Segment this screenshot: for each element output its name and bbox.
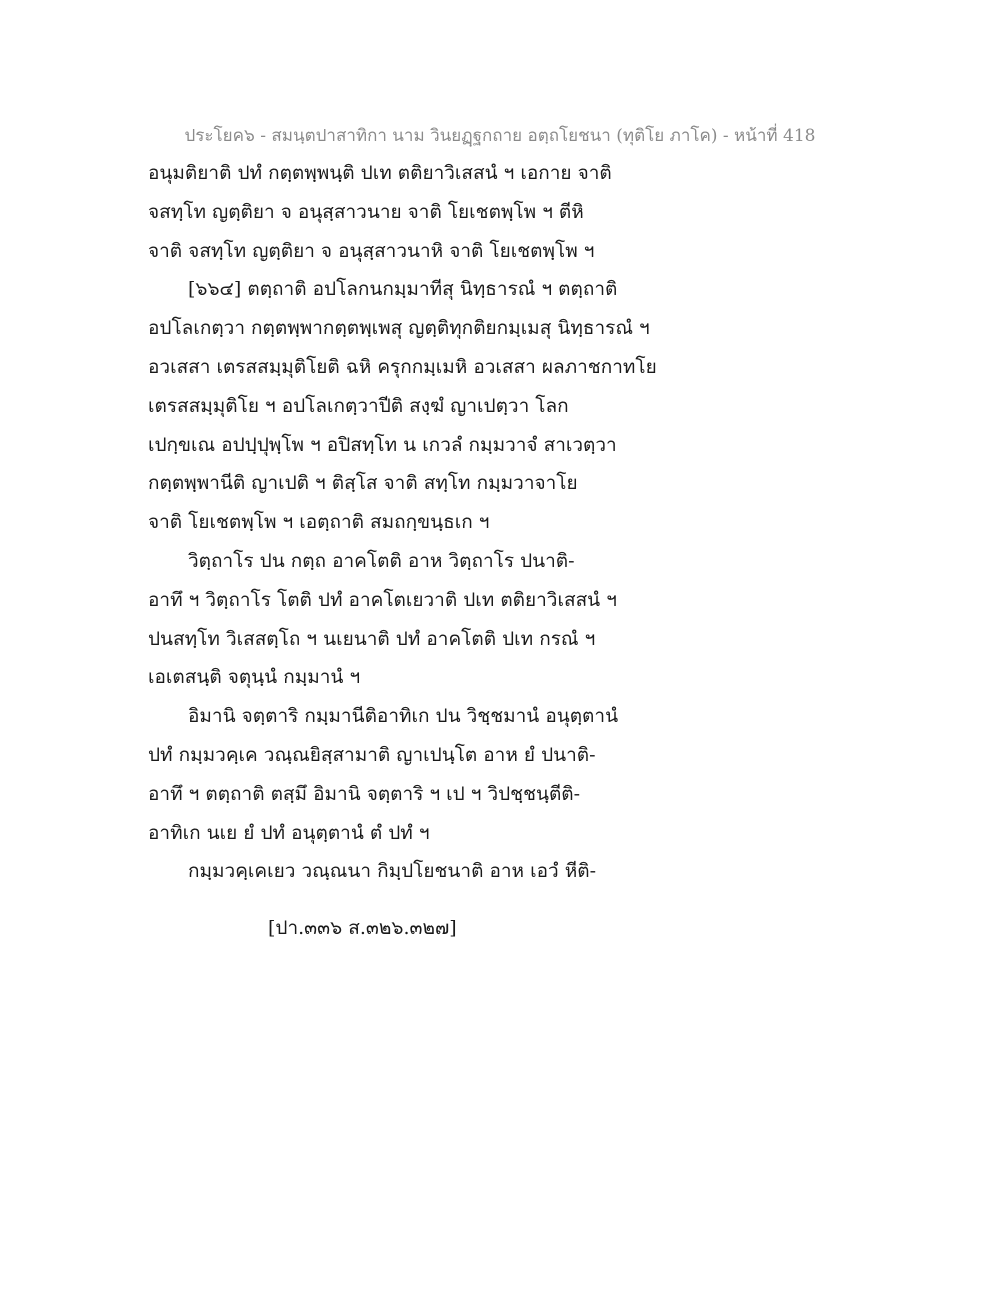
text-line: อนุมติยาติ ปทํ กตฺตพฺพนฺติ ปเท ตติยาวิเสสนํ ฯ เอกาย จาติ [148,162,612,184]
text-line: จาติ จสทฺโท ญตฺติยา จ อนุสฺสาวนาหิ จาติ โยเชตพฺโพ ฯ [148,239,595,262]
text-line: อปโลเกตฺวา กตฺตพฺพากตฺตพฺเพสุ ญตฺติทุกติยกมฺเมสุ นิทฺธารณํ ฯ [148,317,650,340]
page-header [0,122,1000,149]
paragraph-start-line: อิมานิ จตฺตาริ กมฺมานีติอาทิเก ปน วิชฺชมานํ อนุตฺตานํ [188,705,619,728]
paragraph-start-line: [๖๖๔] ตตฺถาติ อปโลกนกมฺมาทีสุ นิทฺธารณํ ฯ ตตฺถาติ [188,278,618,301]
body-text [148,154,848,891]
text-line: อาทึ ฯ ตตฺถาติ ตสฺมึ อิมานิ จตฺตาริ ฯ เป ฯ วิปชฺชนฺตีติ- [148,782,581,805]
text-line: จสทฺโท ญตฺติยา จ อนุสฺสาวนาย จาติ โยเชตพฺโพ ฯ ตีหิ [148,200,584,223]
paragraph-start-line: กมฺมวคฺเคเยว วณฺณนา กิมฺปโยชนาติ อาห เอวํ หีติ- [188,860,596,883]
text-line: จาติ โยเชตพฺโพ ฯ เอตฺถาติ สมถกฺขนฺธเก ฯ [148,511,490,534]
text-line: อาทึ ฯ วิตฺถาโร โตติ ปทํ อาคโตเยวาติ ปเท ตติยาวิเสสนํ ฯ [148,588,617,611]
text-line: เอเตสนฺติ จตุนฺนํ กมฺมานํ ฯ [148,666,361,689]
text-line: อาทิเก นเย ยํ ปทํ อนุตฺตานํ ตํ ปทํ ฯ [148,821,430,844]
text-line: กตฺตพฺพานีติ ญาเปติ ฯ ติสฺโส จาติ สทฺโท กมฺมวาจาโย [148,472,578,495]
page-header-text: ประโยค๖ - สมนฺตปาสาทิกา นาม วินยฏฺฐกถาย อตฺถโยชนา (ทุติโย ภาโค) - หน้าที่ 418 [184,126,816,146]
text-line: ปทํ กมฺมวคฺเค วณฺณยิสฺสามาติ ญาเปนฺโต อาห ยํ ปนาติ- [148,743,596,766]
text-line: เตรสสมฺมุติโย ฯ อปโลเกตฺวาปีติ สงฺฆํ ญาเปตฺวา โลก [148,394,569,417]
page-reference: [ปา.๓๓๖ ส.๓๒๖.๓๒๗] [268,917,457,939]
text-line: ปนสทฺโท วิเสสตฺโถ ฯ นเยนาติ ปทํ อาคโตติ ปเท กรณํ ฯ [148,627,596,650]
paragraph-start-line: วิตฺถาโร ปน กตฺถ อาคโตติ อาห วิตฺถาโร ปนาติ- [188,549,575,572]
text-line: เปกฺขเณ อปปฺปุพฺโพ ฯ อปิสทฺโท น เกวลํ กมฺมวาจํ สาเวตฺวา [148,433,617,456]
text-line: อวเสสา เตรสสมฺมุติโยติ ฉหิ ครุกกมฺเมหิ อวเสสา ผลภาชกาทโย [148,355,657,378]
